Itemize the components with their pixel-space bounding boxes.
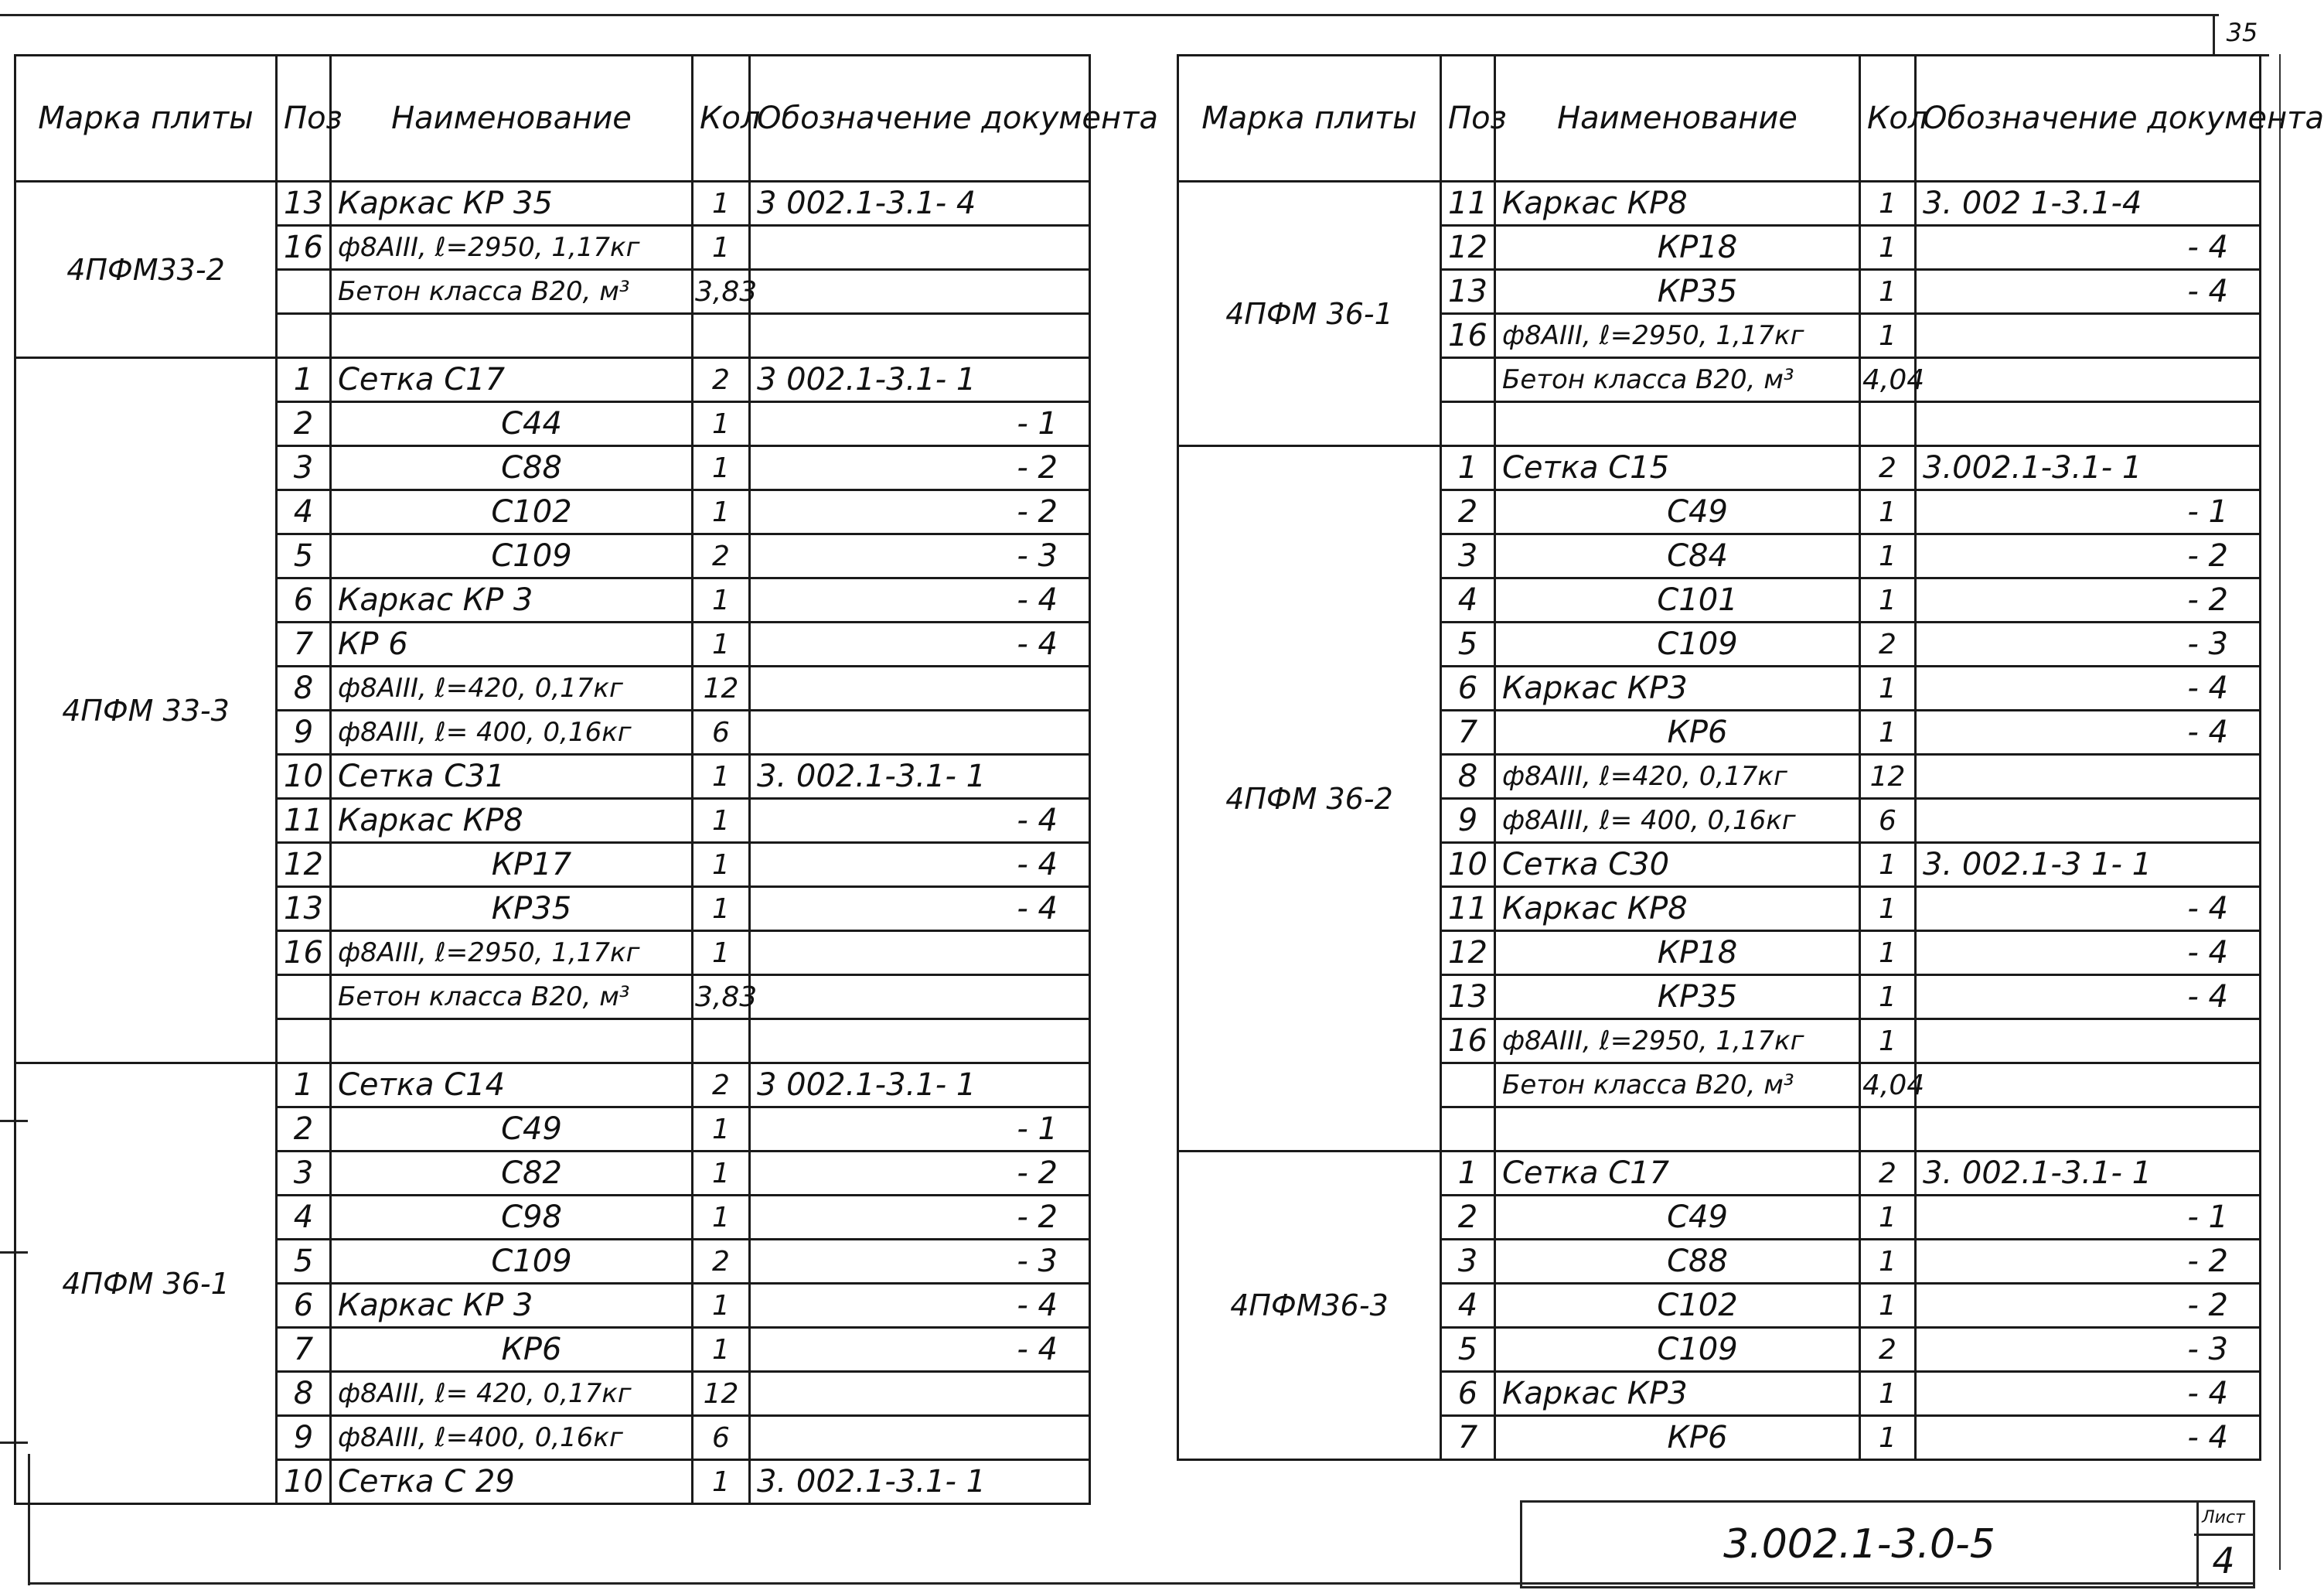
- position-cell: 4: [277, 1196, 331, 1240]
- name-cell: Каркас КР3: [1495, 667, 1860, 711]
- header-qty: Кол: [1860, 56, 1916, 182]
- name-cell: Каркас КР 35: [331, 182, 693, 226]
- header-mark: Марка плиты: [1178, 56, 1441, 182]
- document-cell: - 4: [1916, 975, 2261, 1019]
- name-cell: С88: [1495, 1240, 1860, 1284]
- quantity-cell: 3,83: [693, 975, 750, 1019]
- position-cell: 10: [277, 755, 331, 799]
- quantity-cell: 1: [1860, 843, 1916, 887]
- document-cell: - 4: [750, 1328, 1090, 1372]
- name-cell: С49: [1495, 490, 1860, 534]
- quantity-cell: 1: [1860, 270, 1916, 314]
- quantity-cell: [693, 1019, 750, 1063]
- name-cell: С109: [331, 534, 693, 578]
- document-cell: - 2: [750, 1196, 1090, 1240]
- name-cell: КР6: [1495, 711, 1860, 755]
- plate-mark-cell: 4ПФМ 36-1: [1178, 182, 1441, 446]
- name-cell: [1495, 402, 1860, 446]
- plate-mark-cell: 4ПФМ33-2: [15, 182, 277, 358]
- name-cell: С109: [1495, 623, 1860, 667]
- sheet-number-box: [2194, 1500, 2255, 1588]
- quantity-cell: 12: [1860, 755, 1916, 799]
- position-cell: 12: [1441, 226, 1495, 270]
- name-cell: ф8АIII, ℓ= 420, 0,17кг: [331, 1372, 693, 1416]
- table-row: [1178, 182, 2261, 226]
- name-cell: Каркас КР 3: [331, 1284, 693, 1328]
- quantity-cell: 1: [693, 843, 750, 887]
- name-cell: ф8АIII, ℓ=2950, 1,17кг: [331, 931, 693, 975]
- quantity-cell: 1: [693, 887, 750, 931]
- document-cell: - 2: [1916, 1284, 2261, 1328]
- name-cell: Каркас КР8: [331, 799, 693, 843]
- document-cell: 3. 002.1-3 1- 1: [1916, 843, 2261, 887]
- name-cell: Сетка С31: [331, 755, 693, 799]
- document-cell: - 1: [1916, 1196, 2261, 1240]
- quantity-cell: [1860, 402, 1916, 446]
- quantity-cell: 1: [693, 1284, 750, 1328]
- quantity-cell: 1: [1860, 534, 1916, 578]
- document-cell: [1916, 1019, 2261, 1063]
- header-name: Наименование: [1495, 56, 1860, 182]
- quantity-cell: 1: [693, 1328, 750, 1372]
- position-cell: 2: [277, 1107, 331, 1152]
- plate-mark-cell: 4ПФМ 33-3: [15, 358, 277, 1063]
- quantity-cell: 1: [1860, 1240, 1916, 1284]
- quantity-cell: 2: [693, 358, 750, 402]
- document-cell: - 4: [750, 799, 1090, 843]
- document-cell: - 4: [1916, 887, 2261, 931]
- header-name: Наименование: [331, 56, 693, 182]
- document-cell: - 2: [1916, 578, 2261, 623]
- header-doc: Обозначение документа: [750, 56, 1090, 182]
- sheet-label: Лист: [2194, 1503, 2253, 1536]
- name-cell: КР6: [1495, 1416, 1860, 1460]
- document-cell: - 2: [1916, 534, 2261, 578]
- frame-right-line: [2279, 54, 2281, 1570]
- document-cell: - 2: [750, 1152, 1090, 1196]
- position-cell: 5: [1441, 1328, 1495, 1372]
- header-pos: Поз: [277, 56, 331, 182]
- name-cell: ф8АIII, ℓ=420, 0,17кг: [331, 667, 693, 711]
- position-cell: 7: [277, 623, 331, 667]
- name-cell: Бетон класса В20, м³: [1495, 358, 1860, 402]
- position-cell: 13: [277, 182, 331, 226]
- name-cell: КР18: [1495, 931, 1860, 975]
- document-cell: - 3: [1916, 1328, 2261, 1372]
- quantity-cell: 1: [693, 1460, 750, 1504]
- document-cell: [750, 226, 1090, 270]
- quantity-cell: 1: [693, 1107, 750, 1152]
- position-cell: 8: [1441, 755, 1495, 799]
- document-cell: [750, 270, 1090, 314]
- quantity-cell: 1: [1860, 931, 1916, 975]
- quantity-cell: 1: [1860, 887, 1916, 931]
- quantity-cell: 1: [1860, 1196, 1916, 1240]
- position-cell: 4: [1441, 578, 1495, 623]
- position-cell: 16: [1441, 1019, 1495, 1063]
- name-cell: КР35: [1495, 975, 1860, 1019]
- position-cell: [1441, 358, 1495, 402]
- quantity-cell: 4,04: [1860, 358, 1916, 402]
- document-cell: [750, 975, 1090, 1019]
- position-cell: 16: [277, 931, 331, 975]
- position-cell: 11: [1441, 887, 1495, 931]
- document-cell: - 4: [750, 843, 1090, 887]
- position-cell: 10: [277, 1460, 331, 1504]
- quantity-cell: [693, 314, 750, 358]
- document-cell: [750, 1416, 1090, 1460]
- document-cell: [750, 931, 1090, 975]
- position-cell: 9: [1441, 799, 1495, 843]
- position-cell: [1441, 402, 1495, 446]
- name-cell: ф8АIII, ℓ=420, 0,17кг: [1495, 755, 1860, 799]
- name-cell: Сетка С17: [331, 358, 693, 402]
- name-cell: Сетка С17: [1495, 1152, 1860, 1196]
- name-cell: Бетон класса В20, м³: [331, 975, 693, 1019]
- quantity-cell: 1: [693, 226, 750, 270]
- quantity-cell: 1: [693, 182, 750, 226]
- position-cell: 12: [277, 843, 331, 887]
- name-cell: ф8АIII, ℓ= 400, 0,16кг: [331, 711, 693, 755]
- document-cell: [750, 1019, 1090, 1063]
- document-cell: [1916, 799, 2261, 843]
- position-cell: [277, 314, 331, 358]
- right-spec-table: [1177, 54, 2324, 1461]
- name-cell: С101: [1495, 578, 1860, 623]
- document-cell: - 4: [750, 1284, 1090, 1328]
- name-cell: С49: [1495, 1196, 1860, 1240]
- table-row: [1178, 1152, 2261, 1196]
- name-cell: Каркас КР8: [1495, 182, 1860, 226]
- name-cell: КР 6: [331, 623, 693, 667]
- quantity-cell: 1: [693, 1152, 750, 1196]
- name-cell: Каркас КР8: [1495, 887, 1860, 931]
- name-cell: Бетон класса В20, м³: [331, 270, 693, 314]
- name-cell: С98: [331, 1196, 693, 1240]
- table-row: [15, 358, 1090, 402]
- name-cell: ф8АIII, ℓ=2950, 1,17кг: [331, 226, 693, 270]
- name-cell: Сетка С 29: [331, 1460, 693, 1504]
- position-cell: 3: [277, 1152, 331, 1196]
- document-cell: - 4: [1916, 1372, 2261, 1416]
- document-cell: [1916, 402, 2261, 446]
- name-cell: [331, 1019, 693, 1063]
- position-cell: 3: [1441, 1240, 1495, 1284]
- document-cell: 3. 002.1-3.1- 1: [750, 1460, 1090, 1504]
- name-cell: КР17: [331, 843, 693, 887]
- quantity-cell: 1: [1860, 975, 1916, 1019]
- table-row: [15, 1063, 1090, 1107]
- position-cell: 2: [277, 402, 331, 446]
- name-cell: Каркас КР 3: [331, 578, 693, 623]
- quantity-cell: 12: [693, 667, 750, 711]
- quantity-cell: 6: [693, 711, 750, 755]
- document-cell: [1916, 1107, 2261, 1152]
- plate-mark-cell: 4ПФМ36-3: [1178, 1152, 1441, 1460]
- document-cell: [750, 667, 1090, 711]
- table-header-row: [1178, 56, 2261, 182]
- document-cell: - 1: [750, 1107, 1090, 1152]
- position-cell: 8: [277, 1372, 331, 1416]
- position-cell: [1441, 1063, 1495, 1107]
- quantity-cell: 1: [1860, 1416, 1916, 1460]
- quantity-cell: 1: [693, 578, 750, 623]
- name-cell: Сетка С14: [331, 1063, 693, 1107]
- document-cell: - 4: [1916, 226, 2261, 270]
- position-cell: [277, 270, 331, 314]
- position-cell: 9: [277, 711, 331, 755]
- name-cell: С109: [1495, 1328, 1860, 1372]
- position-cell: 5: [277, 534, 331, 578]
- table-row: [15, 182, 1090, 226]
- name-cell: С88: [331, 446, 693, 490]
- position-cell: 10: [1441, 843, 1495, 887]
- document-cell: - 3: [750, 1240, 1090, 1284]
- sheet-number: 4: [2212, 1540, 2235, 1581]
- quantity-cell: [1860, 1107, 1916, 1152]
- header-doc: Обозначение документа: [1916, 56, 2261, 182]
- name-cell: ф8АIII, ℓ= 400, 0,16кг: [1495, 799, 1860, 843]
- document-cell: - 4: [750, 623, 1090, 667]
- document-cell: - 3: [1916, 623, 2261, 667]
- name-cell: С84: [1495, 534, 1860, 578]
- title-block-stamp: [1520, 1500, 2282, 1587]
- document-cell: [1916, 314, 2261, 358]
- name-cell: Сетка С30: [1495, 843, 1860, 887]
- quantity-cell: 1: [1860, 490, 1916, 534]
- document-cell: - 2: [750, 446, 1090, 490]
- document-cell: [1916, 755, 2261, 799]
- position-cell: 1: [277, 358, 331, 402]
- position-cell: 13: [277, 887, 331, 931]
- plate-mark-cell: 4ПФМ 36-1: [15, 1063, 277, 1504]
- position-cell: 6: [1441, 667, 1495, 711]
- document-cell: 3. 002.1-3.1- 1: [750, 755, 1090, 799]
- quantity-cell: 2: [1860, 623, 1916, 667]
- quantity-cell: 1: [1860, 578, 1916, 623]
- name-cell: КР35: [1495, 270, 1860, 314]
- table-header-row: [15, 56, 1090, 182]
- document-code: 3.002.1-3.0-5: [1520, 1500, 2199, 1588]
- document-cell: 3 002.1-3.1- 1: [750, 1063, 1090, 1107]
- document-cell: [1916, 358, 2261, 402]
- name-cell: КР35: [331, 887, 693, 931]
- document-cell: - 1: [1916, 490, 2261, 534]
- position-cell: 12: [1441, 931, 1495, 975]
- sheet-corner-number: 35: [2213, 14, 2269, 56]
- table-row: [1178, 446, 2261, 490]
- position-cell: 13: [1441, 270, 1495, 314]
- name-cell: Каркас КР3: [1495, 1372, 1860, 1416]
- position-cell: 4: [1441, 1284, 1495, 1328]
- position-cell: 7: [277, 1328, 331, 1372]
- document-cell: 3 002.1-3.1- 1: [750, 358, 1090, 402]
- name-cell: С102: [331, 490, 693, 534]
- position-cell: 11: [1441, 182, 1495, 226]
- name-cell: С44: [331, 402, 693, 446]
- document-cell: - 4: [1916, 1416, 2261, 1460]
- name-cell: С109: [331, 1240, 693, 1284]
- position-cell: 6: [277, 1284, 331, 1328]
- document-cell: 3. 002 1-3.1-4: [1916, 182, 2261, 226]
- position-cell: 9: [277, 1416, 331, 1460]
- name-cell: ф8АIII, ℓ=400, 0,16кг: [331, 1416, 693, 1460]
- name-cell: [1495, 1107, 1860, 1152]
- quantity-cell: 2: [693, 534, 750, 578]
- position-cell: 11: [277, 799, 331, 843]
- quantity-cell: 1: [693, 799, 750, 843]
- quantity-cell: 3,83: [693, 270, 750, 314]
- quantity-cell: 2: [693, 1063, 750, 1107]
- document-cell: 3 002.1-3.1- 4: [750, 182, 1090, 226]
- document-cell: [750, 314, 1090, 358]
- position-cell: 1: [277, 1063, 331, 1107]
- name-cell: Сетка С15: [1495, 446, 1860, 490]
- position-cell: 13: [1441, 975, 1495, 1019]
- left-spec-table: [14, 54, 1158, 1505]
- name-cell: С82: [331, 1152, 693, 1196]
- document-cell: 3. 002.1-3.1- 1: [1916, 1152, 2261, 1196]
- plate-mark-cell: 4ПФМ 36-2: [1178, 446, 1441, 1152]
- name-cell: КР6: [331, 1328, 693, 1372]
- name-cell: С49: [331, 1107, 693, 1152]
- quantity-cell: 2: [1860, 1328, 1916, 1372]
- quantity-cell: 1: [693, 490, 750, 534]
- quantity-cell: 2: [693, 1240, 750, 1284]
- position-cell: 6: [1441, 1372, 1495, 1416]
- document-cell: [1916, 1063, 2261, 1107]
- document-cell: - 3: [750, 534, 1090, 578]
- document-cell: - 1: [750, 402, 1090, 446]
- document-cell: - 2: [750, 490, 1090, 534]
- quantity-cell: 1: [693, 402, 750, 446]
- quantity-cell: 4,04: [1860, 1063, 1916, 1107]
- document-cell: - 2: [1916, 1240, 2261, 1284]
- frame-top-line: [0, 14, 2219, 16]
- quantity-cell: 1: [1860, 314, 1916, 358]
- position-cell: 16: [277, 226, 331, 270]
- position-cell: 3: [277, 446, 331, 490]
- name-cell: Бетон класса В20, м³: [1495, 1063, 1860, 1107]
- name-cell: ф8АIII, ℓ=2950, 1,17кг: [1495, 314, 1860, 358]
- header-qty: Кол: [693, 56, 750, 182]
- position-cell: 5: [277, 1240, 331, 1284]
- position-cell: 2: [1441, 490, 1495, 534]
- position-cell: 4: [277, 490, 331, 534]
- header-pos: Поз: [1441, 56, 1495, 182]
- document-cell: - 4: [1916, 270, 2261, 314]
- position-cell: 5: [1441, 623, 1495, 667]
- position-cell: 7: [1441, 1416, 1495, 1460]
- quantity-cell: 1: [693, 446, 750, 490]
- document-cell: - 4: [1916, 667, 2261, 711]
- name-cell: [331, 314, 693, 358]
- position-cell: 7: [1441, 711, 1495, 755]
- position-cell: [1441, 1107, 1495, 1152]
- position-cell: 8: [277, 667, 331, 711]
- quantity-cell: 1: [693, 931, 750, 975]
- position-cell: 2: [1441, 1196, 1495, 1240]
- quantity-cell: 1: [693, 755, 750, 799]
- document-cell: - 4: [1916, 711, 2261, 755]
- document-cell: 3.002.1-3.1- 1: [1916, 446, 2261, 490]
- name-cell: КР18: [1495, 226, 1860, 270]
- quantity-cell: 1: [1860, 711, 1916, 755]
- document-cell: [750, 711, 1090, 755]
- document-cell: [750, 1372, 1090, 1416]
- document-cell: - 4: [750, 578, 1090, 623]
- quantity-cell: 6: [1860, 799, 1916, 843]
- quantity-cell: 12: [693, 1372, 750, 1416]
- header-mark: Марка плиты: [15, 56, 277, 182]
- position-cell: 3: [1441, 534, 1495, 578]
- document-cell: - 4: [750, 887, 1090, 931]
- position-cell: 1: [1441, 1152, 1495, 1196]
- quantity-cell: 1: [1860, 1284, 1916, 1328]
- quantity-cell: 1: [1860, 1372, 1916, 1416]
- position-cell: [277, 975, 331, 1019]
- position-cell: 16: [1441, 314, 1495, 358]
- position-cell: [277, 1019, 331, 1063]
- quantity-cell: 1: [1860, 182, 1916, 226]
- quantity-cell: 6: [693, 1416, 750, 1460]
- name-cell: ф8АIII, ℓ=2950, 1,17кг: [1495, 1019, 1860, 1063]
- document-cell: - 4: [1916, 931, 2261, 975]
- quantity-cell: 1: [693, 623, 750, 667]
- quantity-cell: 1: [1860, 667, 1916, 711]
- quantity-cell: 1: [1860, 226, 1916, 270]
- position-cell: 6: [277, 578, 331, 623]
- quantity-cell: 1: [693, 1196, 750, 1240]
- quantity-cell: 1: [1860, 1019, 1916, 1063]
- position-cell: 1: [1441, 446, 1495, 490]
- name-cell: С102: [1495, 1284, 1860, 1328]
- quantity-cell: 2: [1860, 446, 1916, 490]
- quantity-cell: 2: [1860, 1152, 1916, 1196]
